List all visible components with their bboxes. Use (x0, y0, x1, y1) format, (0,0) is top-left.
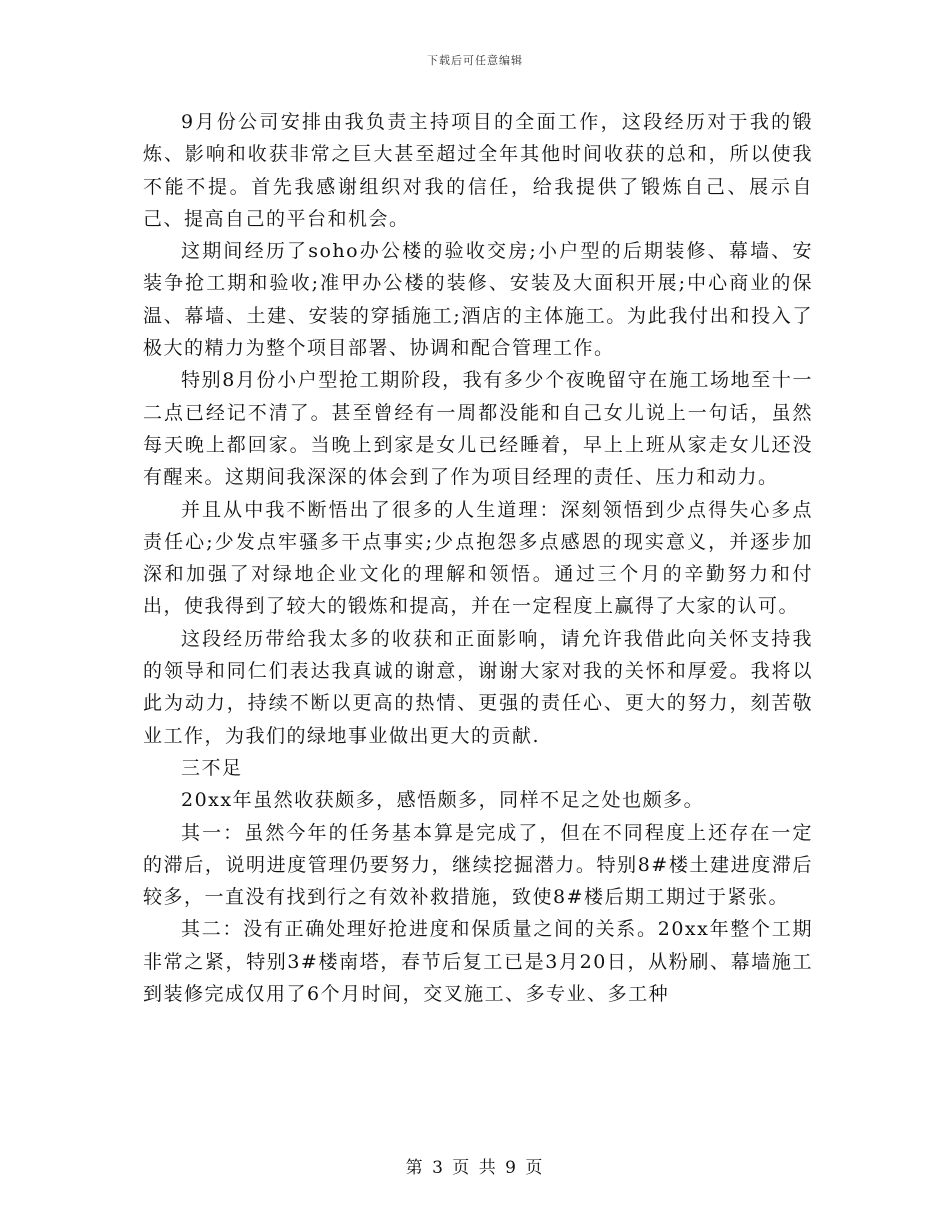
paragraph-project-management: 9月份公司安排由我负责主持项目的全面工作，这段经历对于我的锻炼、影响和收获非常之巨大甚至超过全年其他时间收获的总和，所以使我不能不提。首先我感谢组织对我的信任，给我提供了锻炼自己、展示自己、提高自己的平台和机会。 (143, 111, 813, 230)
page-header-note: 下载后可任意编辑 (427, 54, 523, 67)
section-heading-shortcomings: 三不足 (181, 756, 243, 779)
document-body (143, 106, 813, 1010)
paragraph-work-scope: 这期间经历了soho办公楼的验收交房;小户型的后期装修、幕墙、安装争抢工期和验收;准甲办公楼的装修、安装及大面积开展;中心商业的保温、幕墙、土建、安装的穿插施工;酒店的主体施工。为此我付出和投入了极大的精力为整个项目部署、协调和配合管理工作。 (143, 240, 813, 360)
paragraph-rush-period: 特别8月份小户型抢工期阶段，我有多少个夜晚留守在施工场地至十一二点已经记不清了。甚至曾经有一周都没能和自己女儿说上一句话，虽然每天晚上都回家。当晚上到家是女儿已经睡着，早上上班从家走女儿还没有醒来。这期间我深深的体会到了作为项目经理的责任、压力和动力。 (143, 369, 813, 489)
paragraph-gratitude: 这段经历带给我太多的收获和正面影响，请允许我借此向关怀支持我的领导和同仁们表达我真诚的谢意，谢谢大家对我的关怀和厚爱。我将以此为动力，持续不断以更高的热情、更强的责任心、更大的努力，刻苦敬业工作，为我们的绿地事业做出更大的贡献. (143, 627, 813, 747)
paragraph-shortcomings-intro: 20xx年虽然收获颇多，感悟颇多，同样不足之处也颇多。 (181, 789, 705, 812)
paragraph-shortcoming-one: 其一：虽然今年的任务基本算是完成了，但在不同程度上还存在一定的滞后，说明进度管理仍要努力，继续挖掘潜力。特别8#楼土建进度滞后较多，一直没有找到行之有效补救措施，致使8#楼后期工期过于紧张。 (143, 821, 813, 909)
paragraph-life-lessons: 并且从中我不断悟出了很多的人生道理：深刻领悟到少点得失心多点责任心;少发点牢骚多干点事实;少点抱怨多点感恩的现实意义，并逐步加深和加强了对绿地企业文化的理解和领悟。通过三个月的辛勤努力和付出，使我得到了较大的锻炼和提高，并在一定程度上赢得了大家的认可。 (143, 498, 813, 618)
paragraph-shortcoming-two: 其二：没有正确处理好抢进度和保质量之间的关系。20xx年整个工期非常之紧，特别3#楼南塔，春节后复工已是3月20日，从粉刷、幕墙施工到装修完成仅用了6个月时间，交叉施工、多专业、多工种 (143, 918, 813, 1006)
page-number-footer: 第 3 页 共 9 页 (405, 1158, 545, 1178)
